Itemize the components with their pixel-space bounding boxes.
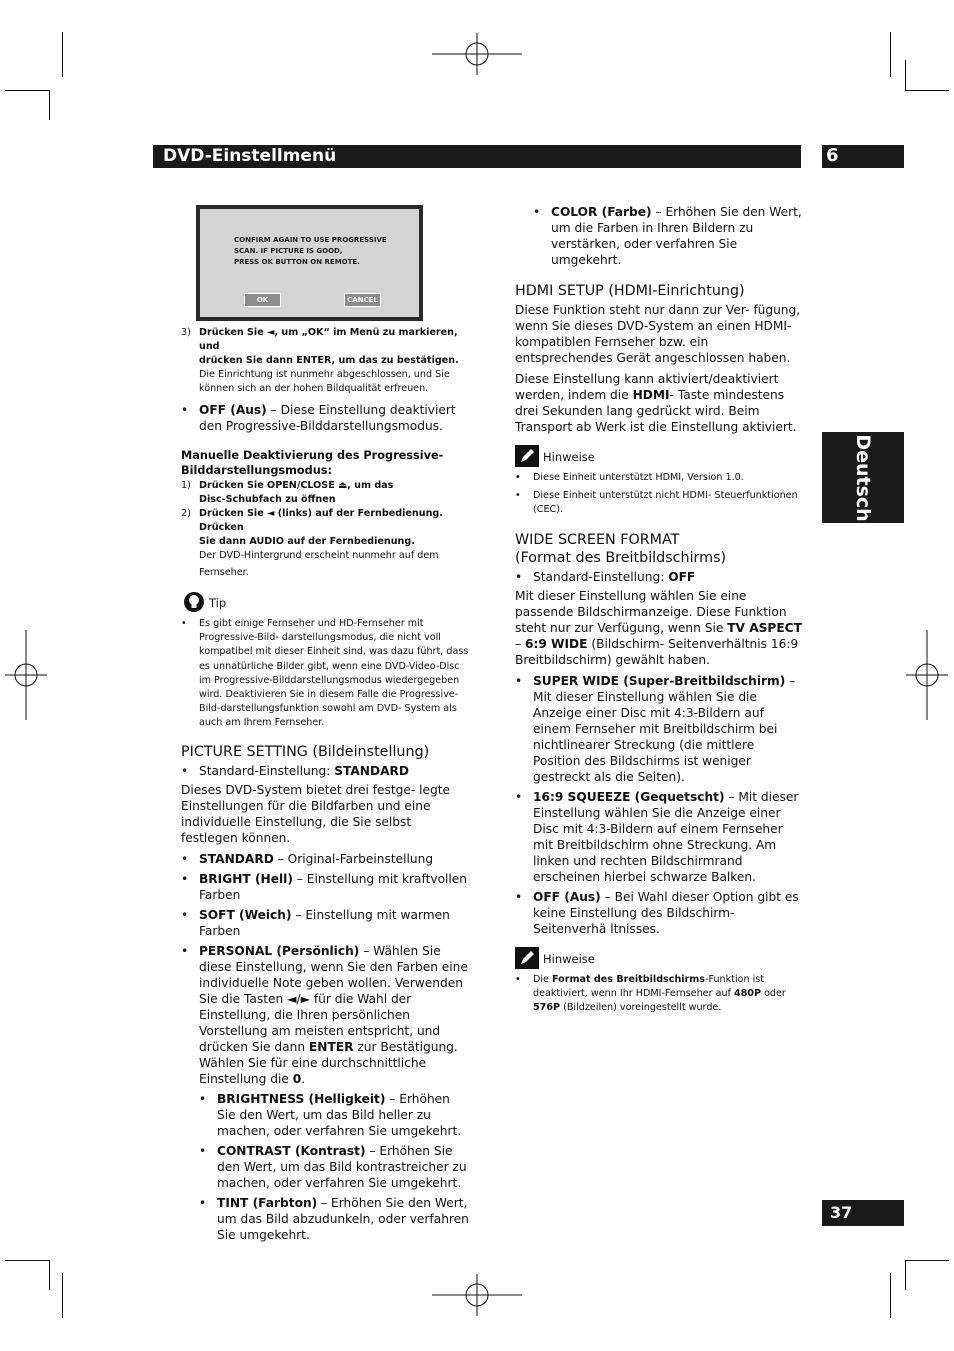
crop-mark: [890, 32, 891, 77]
wide-note-header: [515, 947, 803, 971]
option-text: – Diese Einstellung deaktiviert den Progressive-Bilddarstellungsmodus.: [199, 403, 456, 433]
screen-message: [234, 235, 414, 268]
crop-mark: [5, 90, 49, 91]
crop-mark: [49, 1260, 50, 1290]
paragraph-text: –: [515, 637, 525, 651]
registration-mark: [906, 630, 948, 720]
pencil-icon: [515, 445, 539, 467]
step-instruction: Disc-Schubfach zu öffnen: [199, 494, 336, 505]
default-label: Standard-Einstellung:: [533, 570, 669, 584]
step-note: Fernseher.: [199, 567, 249, 578]
manual-step-1: [181, 479, 469, 507]
option-label: TINT (Farbton): [217, 1195, 318, 1210]
hdmi-note-header: [515, 445, 803, 469]
paragraph-text: - Taste mindestens drei Sekunden lang gedrückt wird. Beim Transport ab Werk ist die Einstellung aktiviert.: [515, 388, 797, 434]
picture-option: [181, 871, 469, 903]
screen-panel: [200, 209, 419, 317]
language-tab: [822, 432, 904, 523]
note-text: (Bildzeilen) voreingestellt wurde.: [560, 1002, 722, 1013]
pencil-icon: [515, 947, 539, 969]
language-tab-label: Deutsch: [852, 433, 874, 522]
crop-mark: [49, 90, 50, 120]
cancel-button: CANCEL: [344, 293, 381, 307]
default-label: Standard-Einstellung:: [199, 763, 335, 778]
page-number-box: [822, 1200, 904, 1226]
section-header: [153, 145, 801, 168]
option-label: BRIGHTNESS (Helligkeit): [217, 1091, 386, 1106]
wide-label: 6:9 WIDE: [524, 637, 588, 651]
option-text: – Mit dieser Einstellung wählen Sie die Anzeige einer Disc mit 4:3-Bildern auf einem Fernseher mit Breitbildschirm ohne Streckung. Am linken und rechten Bildschirmrand erscheinen hierbei schwarze Balken.: [533, 790, 799, 884]
picture-intro: Dieses DVD-System bietet drei festge- legte Einstellungen für die Bildfarben und eine individuelle Einstellung, die Sie selbst festlegen können.: [181, 782, 451, 845]
hdmi-note: • Diese Einheit unterstützt HDMI, Version 1.0.: [515, 471, 803, 485]
step-number: 2): [181, 508, 191, 519]
option-label: CONTRAST (Kontrast): [217, 1143, 366, 1158]
option-label: BRIGHT (Hell): [199, 871, 293, 886]
option-label: OFF (Aus): [533, 890, 601, 904]
option-text: zur Bestätigung. Wählen Sie für eine durchschnittliche Einstellung die: [199, 1039, 458, 1086]
note-text: oder: [761, 988, 786, 999]
option-label: OFF (Aus): [199, 403, 267, 417]
note-bold: 576P: [533, 1002, 561, 1013]
crop-mark: [905, 1260, 906, 1290]
hdmi-key: HDMI: [632, 388, 670, 402]
tip-text: [181, 617, 469, 731]
step-note: Der DVD-Hintergrund erscheint nunmehr auf dem: [199, 550, 439, 561]
option-label: SOFT (Weich): [199, 907, 292, 922]
note-label: Hinweise: [543, 952, 595, 966]
step-instruction: Drücken Sie ◄, um „OK“ im Menü zu markieren, und: [199, 327, 458, 352]
left-column: [181, 326, 469, 1247]
manual-step-2: [181, 507, 469, 583]
paragraph-text: Mit dieser Einstellung wählen Sie eine passende Bildschirmanzeige. Diese Funktion steht nur zur Verfügung, wenn Sie: [515, 589, 787, 635]
registration-mark: [432, 33, 522, 75]
registration-mark: [432, 1274, 522, 1316]
step-instruction: Drücken Sie OPEN/CLOSE ⏏, um das: [199, 480, 394, 491]
picture-option-personal: [181, 943, 469, 1087]
chapter-number-box: [822, 145, 904, 168]
crop-mark: [62, 32, 63, 77]
step-instruction: Drücken Sie ◄ (links) auf der Fernbedienung. Drücken: [199, 508, 443, 533]
hdmi-note: • Diese Einheit unterstützt nicht HDMI- Steuerfunktionen (CEC).: [515, 489, 803, 517]
step-instruction: Sie dann AUDIO auf der Fernbedienung.: [199, 536, 415, 547]
enter-key: ENTER: [308, 1039, 354, 1054]
wide-option: [515, 673, 803, 785]
option-text: – Wählen Sie diese Einstellung, wenn Sie den Farben eine individuelle Note geben wollen. Verwenden Sie die Tasten ◄/► für die Wahl der Einstellung, die Ihren persönlichen Vorstellung am meisten entspricht, und drücken Sie dann: [199, 943, 468, 1054]
wide-default: [515, 569, 803, 585]
note-text: Die: [533, 974, 553, 985]
wide-option: [515, 889, 803, 937]
crop-mark: [62, 1273, 63, 1318]
hdmi-setup-heading: HDMI SETUP (HDMI-Einrichtung): [515, 283, 745, 299]
personal-subitem-color: [533, 204, 803, 268]
tip-header: [181, 591, 469, 615]
personal-subitem: [199, 1091, 469, 1139]
registration-mark: [5, 630, 47, 720]
chapter-number: 6: [826, 145, 839, 166]
hdmi-paragraph: Diese Funktion steht nur dann zur Ver- fügung, wenn Sie dieses DVD-System an einen HDMI-kompatiblen Fernseher bzw. ein entsprechendes Gerät angeschlossen haben.: [515, 303, 801, 365]
screen-message-line: PRESS OK BUTTON ON REMOTE.: [234, 258, 360, 266]
option-label: PERSONAL (Persönlich): [199, 943, 360, 958]
option-text: – Original-Farbeinstellung: [273, 851, 434, 866]
heading-line: WIDE SCREEN FORMAT: [515, 532, 680, 548]
tv-aspect-label: TV ASPECT: [727, 621, 802, 635]
tv-screen-illustration: [196, 205, 423, 321]
option-text: – Erhöhen Sie den Wert, um das Bild kontrastreicher zu machen, oder verfahren Sie umgekehrt.: [217, 1143, 467, 1190]
step-number: 1): [181, 480, 191, 491]
screen-message-line: CONFIRM AGAIN TO USE PROGRESSIVE: [234, 236, 387, 244]
option-text: .: [301, 1071, 306, 1086]
option-text: – Erhöhen Sie den Wert, um das Bild abzudunkeln, oder verfahren Sie umgekehrt.: [217, 1195, 469, 1242]
personal-subitem: [199, 1195, 469, 1243]
lightbulb-icon: [183, 591, 205, 613]
manual-heading: Manuelle Deaktivierung des Progressive-Bilddarstellungsmodus:: [181, 449, 444, 477]
option-text: – Erhöhen Sie den Wert, um die Farben in Ihren Bildern zu verstärken, oder verfahren Sie umgekehrt.: [551, 205, 802, 267]
option-text: – Einstellung mit warmen Farben: [199, 907, 450, 938]
page-number: 37: [830, 1203, 853, 1222]
option-text: – Einstellung mit kraftvollen Farben: [199, 871, 468, 902]
crop-mark: [905, 90, 949, 91]
step-3: [181, 326, 469, 396]
section-title: DVD-Einstellmenü: [163, 146, 337, 166]
paragraph-text: Diese Einstellung kann aktiviert/deaktiviert werden, indem die: [515, 372, 779, 402]
right-column: [515, 204, 803, 1019]
crop-mark: [905, 1260, 949, 1261]
option-label: STANDARD: [199, 851, 274, 866]
step-instruction: drücken Sie dann ENTER, um das zu bestätigen.: [199, 355, 459, 366]
picture-setting-heading: PICTURE SETTING (Bildeinstellung): [181, 743, 430, 760]
note-bold: 480P: [733, 988, 762, 999]
step-note: Die Einrichtung ist nunmehr abgeschlossen, und Sie: [199, 369, 450, 380]
note-text: -Funktion ist deaktiviert, wenn Ihr HDMI-Fernseher auf: [533, 974, 765, 999]
picture-option: [181, 907, 469, 939]
note-bold: Format des Breitbildschirms: [552, 974, 706, 985]
tip-body: Es gibt einige Fernseher und HD-Fernseher mit Progressive-Bild- darstellungsmodus, die nicht voll kompatibel mit dieser Einheit sind, was dazu führt, dass es unnatürliche Bilder gibt, wenn eine DVD-Video-Disc im Progressive-Bilddarstellungsmodus wiedergegeben wird. Deaktivieren Sie in diesem Falle die Progressive-Bild-darstellungsfunktion sowohl am DVD- System als auch am Ihrem Fernseher.: [199, 618, 469, 729]
personal-subitem: [199, 1143, 469, 1191]
wide-paragraph: [515, 588, 803, 668]
option-off: [181, 402, 469, 434]
option-text: – Bei Wahl dieser Option gibt es keine Einstellung des Bildschirm-Seitenverhä ltnisses.: [533, 890, 799, 936]
ok-button: OK: [244, 293, 281, 307]
tip-label: Tip: [209, 596, 227, 610]
heading-line: (Format des Breitbildschirms): [515, 550, 727, 566]
screen-message-line: SCAN. IF PICTURE IS GOOD,: [234, 247, 343, 255]
option-text: – Erhöhen Sie den Wert, um das Bild heller zu machen, oder verfahren Sie umgekehrt.: [217, 1091, 462, 1138]
step-note: können sich an der hohen Bildqualität erfreuen.: [199, 383, 429, 394]
crop-mark: [890, 1273, 891, 1318]
picture-option: [181, 851, 469, 867]
step-number: 3): [181, 327, 191, 338]
crop-mark: [5, 1260, 49, 1261]
default-value: OFF: [668, 570, 696, 584]
paragraph-text: (Bildschirm- Seitenverhältnis 16:9 Breitbildschirm) gewählt haben.: [515, 637, 799, 667]
crop-mark: [905, 60, 906, 90]
wide-screen-heading: [515, 531, 803, 567]
option-text: – Mit dieser Einstellung wählen Sie die Anzeige einer Disc mit 4:3-Bildern auf einem Fernseher mit Breitbildschirm bei nichtlinearer Streckung (die mittlere Position des Bildschirms ist weniger gestreckt als die Seiten).: [533, 674, 796, 784]
default-value: STANDARD: [334, 763, 410, 778]
wide-note: [515, 973, 803, 1015]
option-label: SUPER WIDE (Super-Breitbildschirm): [533, 674, 786, 688]
note-label: Hinweise: [543, 450, 595, 464]
wide-option: [515, 789, 803, 885]
option-label: COLOR (Farbe): [551, 205, 652, 219]
hdmi-paragraph: [515, 371, 803, 435]
option-label: 16:9 SQUEEZE (Gequetscht): [533, 790, 725, 804]
picture-default: [181, 763, 469, 779]
zero-key: 0: [292, 1071, 302, 1086]
